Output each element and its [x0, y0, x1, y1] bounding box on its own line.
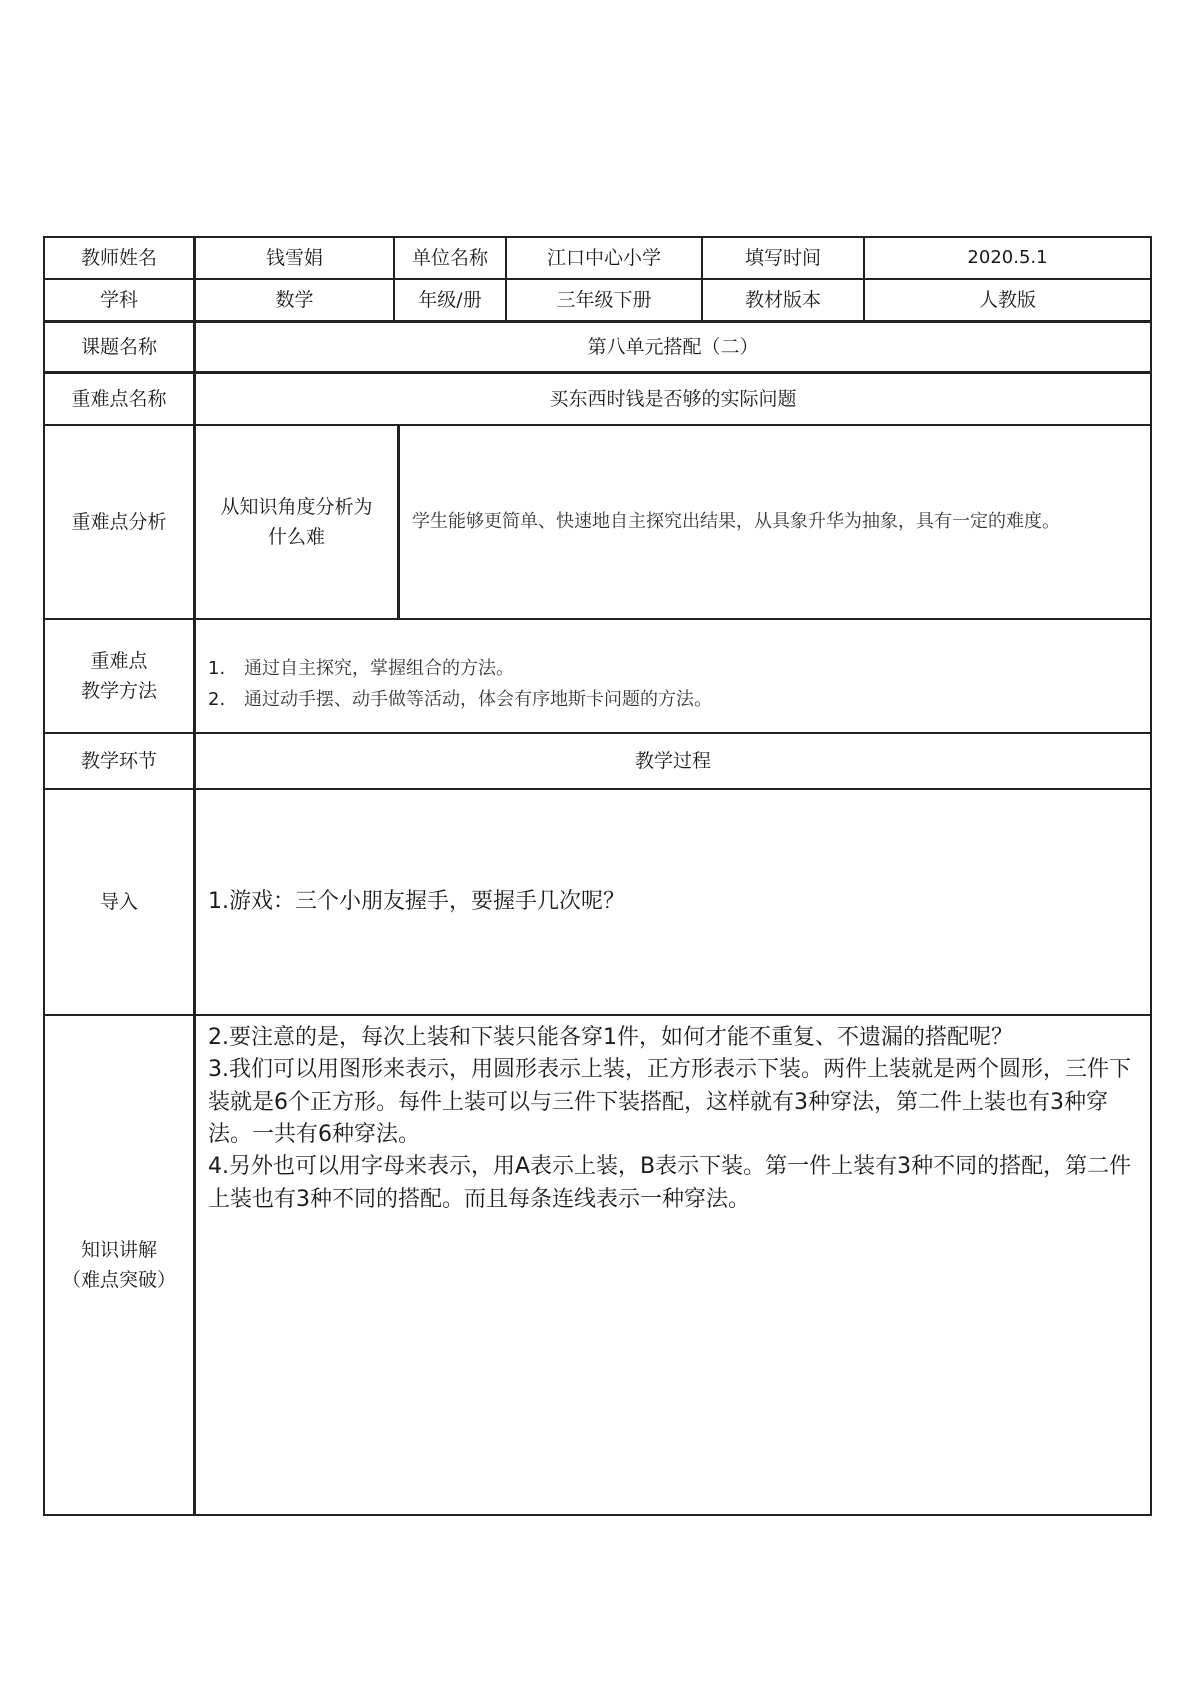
- methods-list: [196, 620, 1150, 732]
- analysis-value: 学生能够更简单、快速地自主探究出结果，从具象升华为抽象，具有一定的难度。: [412, 510, 1060, 532]
- knowledge-paragraph: 3.我们可以用图形来表示，用圆形表示上装，正方形表示下装。两件上装就是两个圆形，三件下装就是6个正方形。每件上装可以与三件下装搭配，这样就有3种穿法，第二件上装也有3种穿法。一共有6种穿法。: [208, 1057, 1131, 1147]
- knowledge-label: [45, 1016, 193, 1514]
- teacher-name-value: 钱雪娟: [265, 246, 323, 269]
- subject-label: 学科: [99, 288, 138, 311]
- method-item-text: 通过自主探究，掌握组合的方法。: [244, 658, 514, 679]
- method-item: [208, 685, 1140, 716]
- knowledge-row: [45, 1016, 1150, 1514]
- unit-name-label: 单位名称: [411, 246, 488, 269]
- fill-date-value: 2020.5.1: [967, 246, 1048, 268]
- fill-date-label: 填写时间: [744, 246, 821, 269]
- key-point-label: 重难点名称: [71, 387, 167, 410]
- key-point-row: [45, 374, 1150, 424]
- analysis-row: [45, 426, 1150, 618]
- methods-label-line2: 教学方法: [80, 680, 157, 702]
- analysis-sub-label: 从知识角度分析为什么难: [220, 495, 373, 548]
- edition-value: 人教版: [978, 288, 1036, 311]
- topic-label: 课题名称: [80, 335, 157, 358]
- header-row-2: [45, 280, 1150, 320]
- topic-row: [45, 323, 1150, 371]
- analysis-label: 重难点分析: [71, 510, 167, 533]
- topic-value: 第八单元搭配（二）: [587, 335, 759, 358]
- subject-value: 数学: [275, 288, 314, 311]
- header-row-1: [45, 238, 1150, 278]
- process-header-row: [45, 734, 1150, 788]
- intro-row: [45, 790, 1150, 1014]
- unit-name-value: 江口中心小学: [546, 246, 661, 269]
- method-item-number: 1.: [208, 658, 226, 679]
- knowledge-paragraph: 2.要注意的是，每次上装和下装只能各穿1件，如何才能不重复、不遗漏的搭配呢？: [208, 1025, 1013, 1050]
- methods-label-line1: 重难点: [90, 649, 148, 672]
- methods-row: [45, 620, 1150, 732]
- process-title: 教学过程: [634, 749, 711, 772]
- knowledge-label-line2: （难点突破）: [61, 1269, 176, 1291]
- lesson-plan-table: [43, 236, 1152, 1516]
- methods-label: [45, 620, 193, 732]
- knowledge-content: [196, 1016, 1150, 1514]
- key-point-value: 买东西时钱是否够的实际问题: [549, 387, 797, 410]
- grade-value: 三年级下册: [556, 288, 652, 311]
- method-item-number: 2.: [208, 688, 226, 710]
- knowledge-paragraph: 4.另外也可以用字母来表示，用A表示上装，B表示下装。第一件上装有3种不同的搭配，第二件上装也有3种不同的搭配。而且每条连线表示一种穿法。: [208, 1154, 1132, 1212]
- intro-text: 1.游戏：三个小朋友握手，要握手几次呢？: [208, 889, 625, 915]
- method-item-text: 通过动手摆、动手做等活动，体会有序地斯卡问题的方法。: [244, 688, 712, 710]
- grade-label: 年级/册: [418, 288, 482, 311]
- method-item: [208, 654, 1140, 685]
- knowledge-label-line1: 知识讲解: [80, 1238, 157, 1261]
- process-stage-label: 教学环节: [80, 749, 157, 772]
- edition-label: 教材版本: [744, 288, 821, 311]
- intro-label: 导入: [99, 890, 138, 913]
- teacher-name-label: 教师姓名: [80, 246, 157, 269]
